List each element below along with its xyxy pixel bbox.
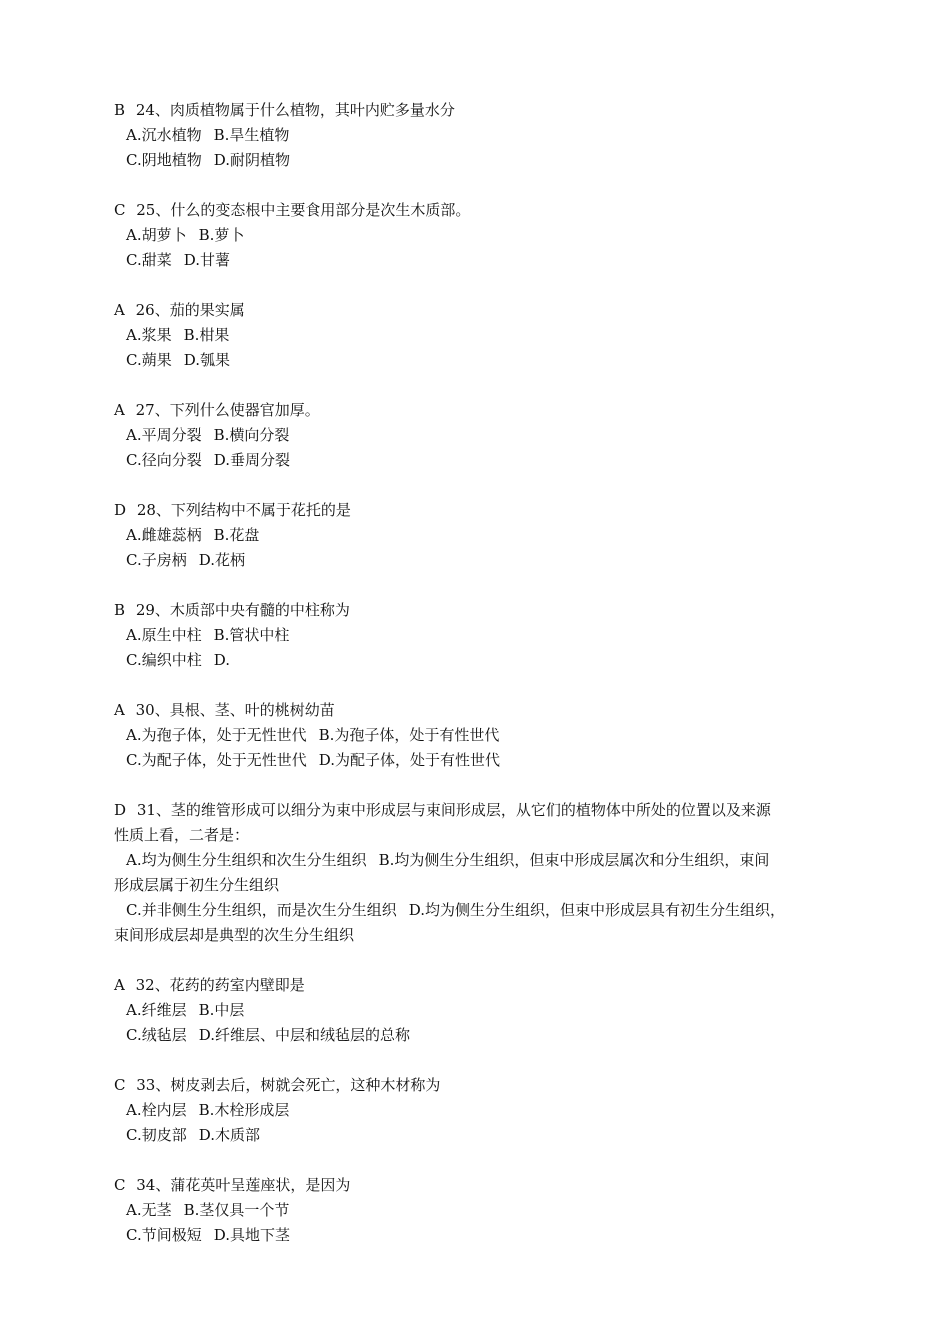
question-number: 33、 [136, 1076, 171, 1094]
question-text: 树皮剥去后，树就会死亡，这种木材称为 [170, 1076, 441, 1094]
option-b: B.为孢子体，处于有性世代 [318, 726, 500, 744]
question-text: 具根、茎、叶的桃树幼苗 [169, 701, 335, 719]
option-c: C.绒毡层 [126, 1026, 187, 1044]
option-d: D.垂周分裂 [213, 451, 290, 469]
option-a: A.平周分裂 [126, 426, 202, 444]
question-text: 茄的果实属 [169, 301, 245, 319]
question-text: 木质部中央有髓的中柱称为 [169, 601, 350, 619]
question-text: 花药的药室内壁即是 [169, 976, 305, 994]
option-d: D.瓠果 [183, 351, 230, 369]
option-row [114, 623, 838, 648]
option-c: C.节间极短 [126, 1226, 202, 1244]
question-29 [114, 598, 838, 673]
option-b: B.管状中柱 [213, 626, 290, 644]
question-31 [114, 798, 838, 948]
question-27 [114, 398, 838, 473]
option-d: D.具地下茎 [213, 1226, 290, 1244]
option-row [114, 648, 838, 673]
option-a: A.均为侧生分生组织和次生分生组织 [126, 851, 367, 869]
question-number: 32、 [135, 976, 170, 994]
question-text: 肉质植物属于什么植物，其叶内贮多量水分 [169, 101, 455, 119]
question-text: 茎的维管形成可以细分为束中形成层与束间形成层，从它们的植物体中所处的位置以及来源 [170, 801, 771, 819]
option-row [114, 1123, 838, 1148]
option-b: B.萝卜 [198, 226, 245, 244]
option-row [114, 523, 838, 548]
question-24 [114, 98, 838, 173]
question-number: 34、 [136, 1176, 171, 1194]
option-d: D.甘薯 [183, 251, 230, 269]
option-d: D.均为侧生分生组织，但束中形成层具有初生分生组织， [408, 901, 785, 919]
option-d: D. [213, 651, 230, 669]
option-row [114, 323, 838, 348]
option-c: C.子房柄 [126, 551, 187, 569]
answer-key: C [114, 201, 126, 219]
option-row [114, 123, 838, 148]
answer-key: A [114, 976, 125, 994]
answer-key: A [114, 701, 125, 719]
question-number: 25、 [136, 201, 171, 219]
option-row [114, 1023, 838, 1048]
option-a: A.原生中柱 [126, 626, 202, 644]
document-page [114, 98, 838, 1273]
question-text: 什么的变态根中主要食用部分是次生木质部。 [170, 201, 471, 219]
option-row [114, 348, 838, 373]
option-d: D.纤维层、中层和绒毡层的总称 [198, 1026, 410, 1044]
option-row [114, 423, 838, 448]
option-d: D.为配子体，处于有性世代 [318, 751, 500, 769]
option-row [114, 1223, 838, 1248]
question-text: 下列什么使器官加厚。 [169, 401, 320, 419]
question-33 [114, 1073, 838, 1148]
question-number: 29、 [135, 601, 170, 619]
option-c: C.为配子体，处于无性世代 [126, 751, 307, 769]
question-28 [114, 498, 838, 573]
question-26 [114, 298, 838, 373]
option-a: A.胡萝卜 [126, 226, 187, 244]
option-b: B.木栓形成层 [198, 1101, 290, 1119]
option-a: A.为孢子体，处于无性世代 [126, 726, 307, 744]
question-number: 26、 [135, 301, 170, 319]
option-c: C.韧皮部 [126, 1126, 187, 1144]
option-row [114, 998, 838, 1023]
question-32 [114, 973, 838, 1048]
question-text: 下列结构中不属于花托的是 [170, 501, 351, 519]
option-row [114, 248, 838, 273]
option-c: C.编织中柱 [126, 651, 202, 669]
answer-key: C [114, 1176, 126, 1194]
option-c: C.径向分裂 [126, 451, 202, 469]
option-c: C.甜菜 [126, 251, 172, 269]
option-row [114, 723, 838, 748]
option-b: B.柑果 [183, 326, 230, 344]
option-a: A.栓内层 [126, 1101, 187, 1119]
option-b: B.中层 [198, 1001, 245, 1019]
option-row [114, 1198, 838, 1223]
option-a: A.雌雄蕊柄 [126, 526, 202, 544]
option-row [114, 1098, 838, 1123]
question-34 [114, 1173, 838, 1248]
answer-key: B [114, 101, 126, 119]
answer-key: A [114, 301, 125, 319]
option-a: A.沉水植物 [126, 126, 202, 144]
option-c: C.蒴果 [126, 351, 172, 369]
option-row [114, 448, 838, 473]
answer-key: D [114, 501, 127, 519]
option-row [114, 148, 838, 173]
option-b: B.花盘 [213, 526, 260, 544]
option-b: B.旱生植物 [213, 126, 290, 144]
question-number: 28、 [136, 501, 171, 519]
question-30 [114, 698, 838, 773]
answer-key: A [114, 401, 125, 419]
option-d: D.木质部 [198, 1126, 260, 1144]
option-row [114, 848, 838, 873]
option-b: B.横向分裂 [213, 426, 290, 444]
answer-key: B [114, 601, 126, 619]
option-d-continued: 束间形成层却是典型的次生分生组织 [114, 926, 355, 944]
question-number: 24、 [135, 101, 170, 119]
option-row [114, 748, 838, 773]
answer-key: C [114, 1076, 126, 1094]
option-row [114, 898, 838, 923]
option-row [114, 223, 838, 248]
option-b: B.茎仅具一个节 [183, 1201, 290, 1219]
option-a: A.纤维层 [126, 1001, 187, 1019]
question-number: 31、 [136, 801, 171, 819]
question-25 [114, 198, 838, 273]
option-b: B.均为侧生分生组织，但束中形成层属次和分生组织，束间 [378, 851, 770, 869]
answer-key: D [114, 801, 127, 819]
question-text-continued: 性质上看，二者是： [114, 826, 250, 844]
option-d: D.耐阴植物 [213, 151, 290, 169]
question-number: 27、 [135, 401, 170, 419]
option-c: C.阴地植物 [126, 151, 202, 169]
option-c: C.并非侧生分生组织，而是次生分生组织 [126, 901, 397, 919]
option-a: A.浆果 [126, 326, 172, 344]
question-number: 30、 [135, 701, 170, 719]
question-text: 蒲花英叶呈莲座状，是因为 [170, 1176, 351, 1194]
option-d: D.花柄 [198, 551, 245, 569]
option-b-continued: 形成层属于初生分生组织 [114, 876, 280, 894]
option-row [114, 548, 838, 573]
option-a: A.无茎 [126, 1201, 172, 1219]
